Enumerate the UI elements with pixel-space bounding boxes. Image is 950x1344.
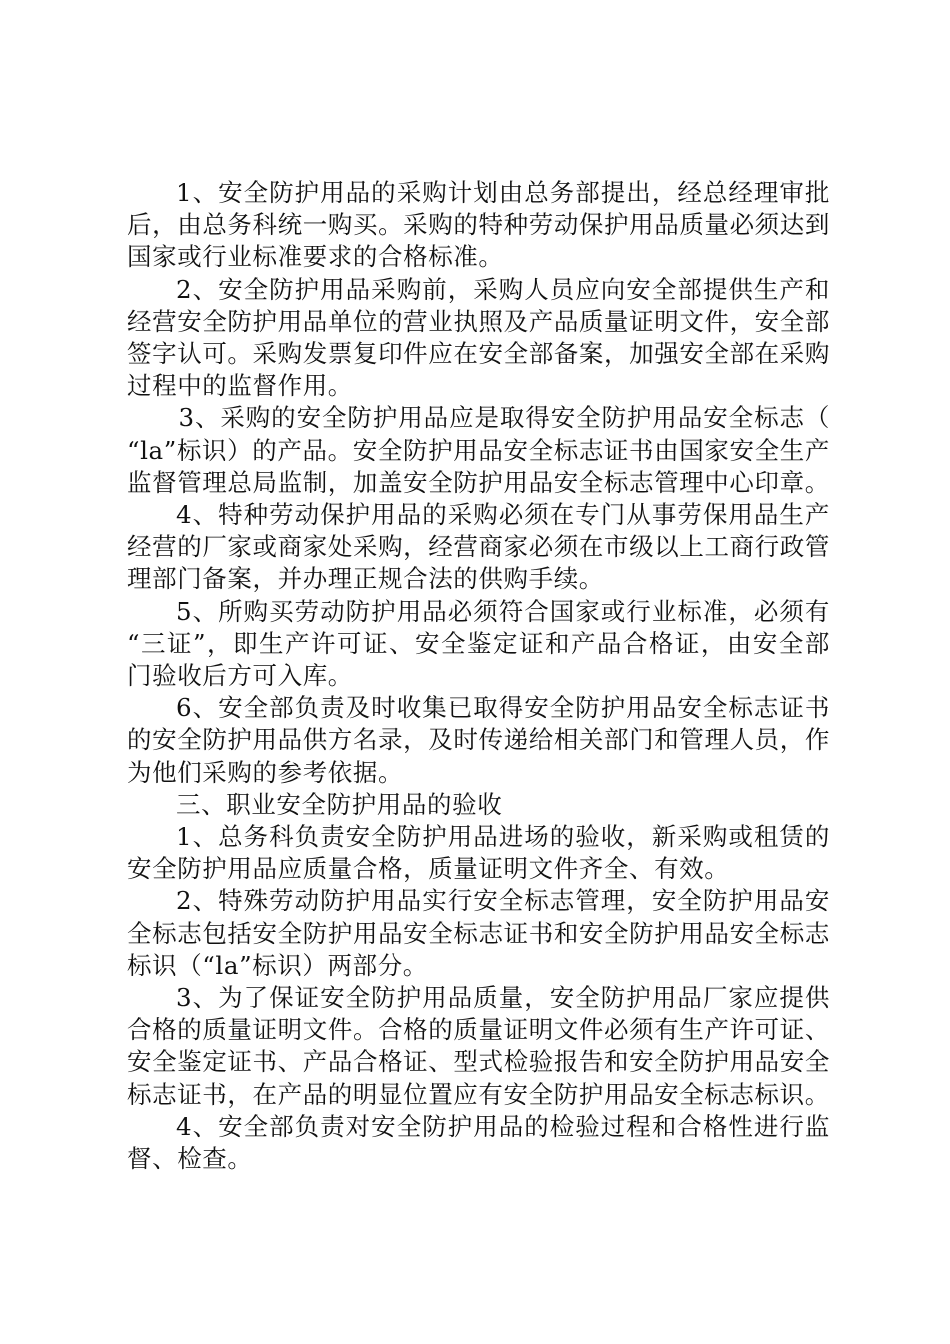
section-heading-acceptance: 三、职业安全防护用品的验收 (176, 789, 503, 819)
paragraph-acceptance-2: 2、特殊劳动防护用品实行安全标志管理，安全防护用品安全标志包括安全防护用品安全标志证书和安全防护用品安全标志标识（“la”标识）两部分。 (127, 886, 830, 980)
document-body (127, 177, 830, 1175)
paragraph-acceptance-1: 1、总务科负责安全防护用品进场的验收，新采购或租赁的安全防护用品应质量合格，质量证明文件齐全、有效。 (127, 822, 830, 884)
paragraph-purchase-plan: 1、安全防护用品的采购计划由总务部提出，经总经理审批后，由总务科统一购买。采购的特种劳动保护用品质量必须达到国家或行业标准要求的合格标准。 (127, 178, 830, 272)
paragraph-special-purchase: 4、特种劳动保护用品的采购必须在专门从事劳保用品生产经营的厂家或商家处采购，经营商家必须在市级以上工商行政管理部门备案，并办理正规合法的供购手续。 (127, 500, 830, 594)
paragraph-supplier-documents: 2、安全防护用品采购前，采购人员应向安全部提供生产和经营安全防护用品单位的营业执照及产品质量证明文件，安全部签字认可。采购发票复印件应在安全部备案，加强安全部在采购过程中的监督作用。 (127, 274, 830, 401)
paragraph-three-certificates: 5、所购买劳动防护用品必须符合国家或行业标准，必须有“三证”，即生产许可证、安全鉴定证和产品合格证，由安全部门验收后方可入库。 (127, 596, 830, 691)
paragraph-acceptance-4: 4、安全部负责对安全防护用品的检验过程和合格性进行监督、检查。 (127, 1111, 830, 1174)
paragraph-safety-mark: 3、采购的安全防护用品应是取得安全防护用品安全标志（“la”标识）的产品。安全防护用品安全标志证书由国家安全生产监督管理总局监制，加盖安全防护用品安全标志管理中心印章。 (127, 403, 830, 497)
paragraph-acceptance-3: 3、为了保证安全防护用品质量，安全防护用品厂家应提供合格的质量证明文件。合格的质量证明文件必须有生产许可证、安全鉴定证书、产品合格证、型式检验报告和安全防护用品安全标志证书，在产品的明显位置应有安全防护用品安全标志标识。 (127, 983, 830, 1109)
paragraph-supplier-list: 6、安全部负责及时收集已取得安全防护用品安全标志证书的安全防护用品供方名录，及时传递给相关部门和管理人员，作为他们采购的参考依据。 (127, 693, 830, 787)
